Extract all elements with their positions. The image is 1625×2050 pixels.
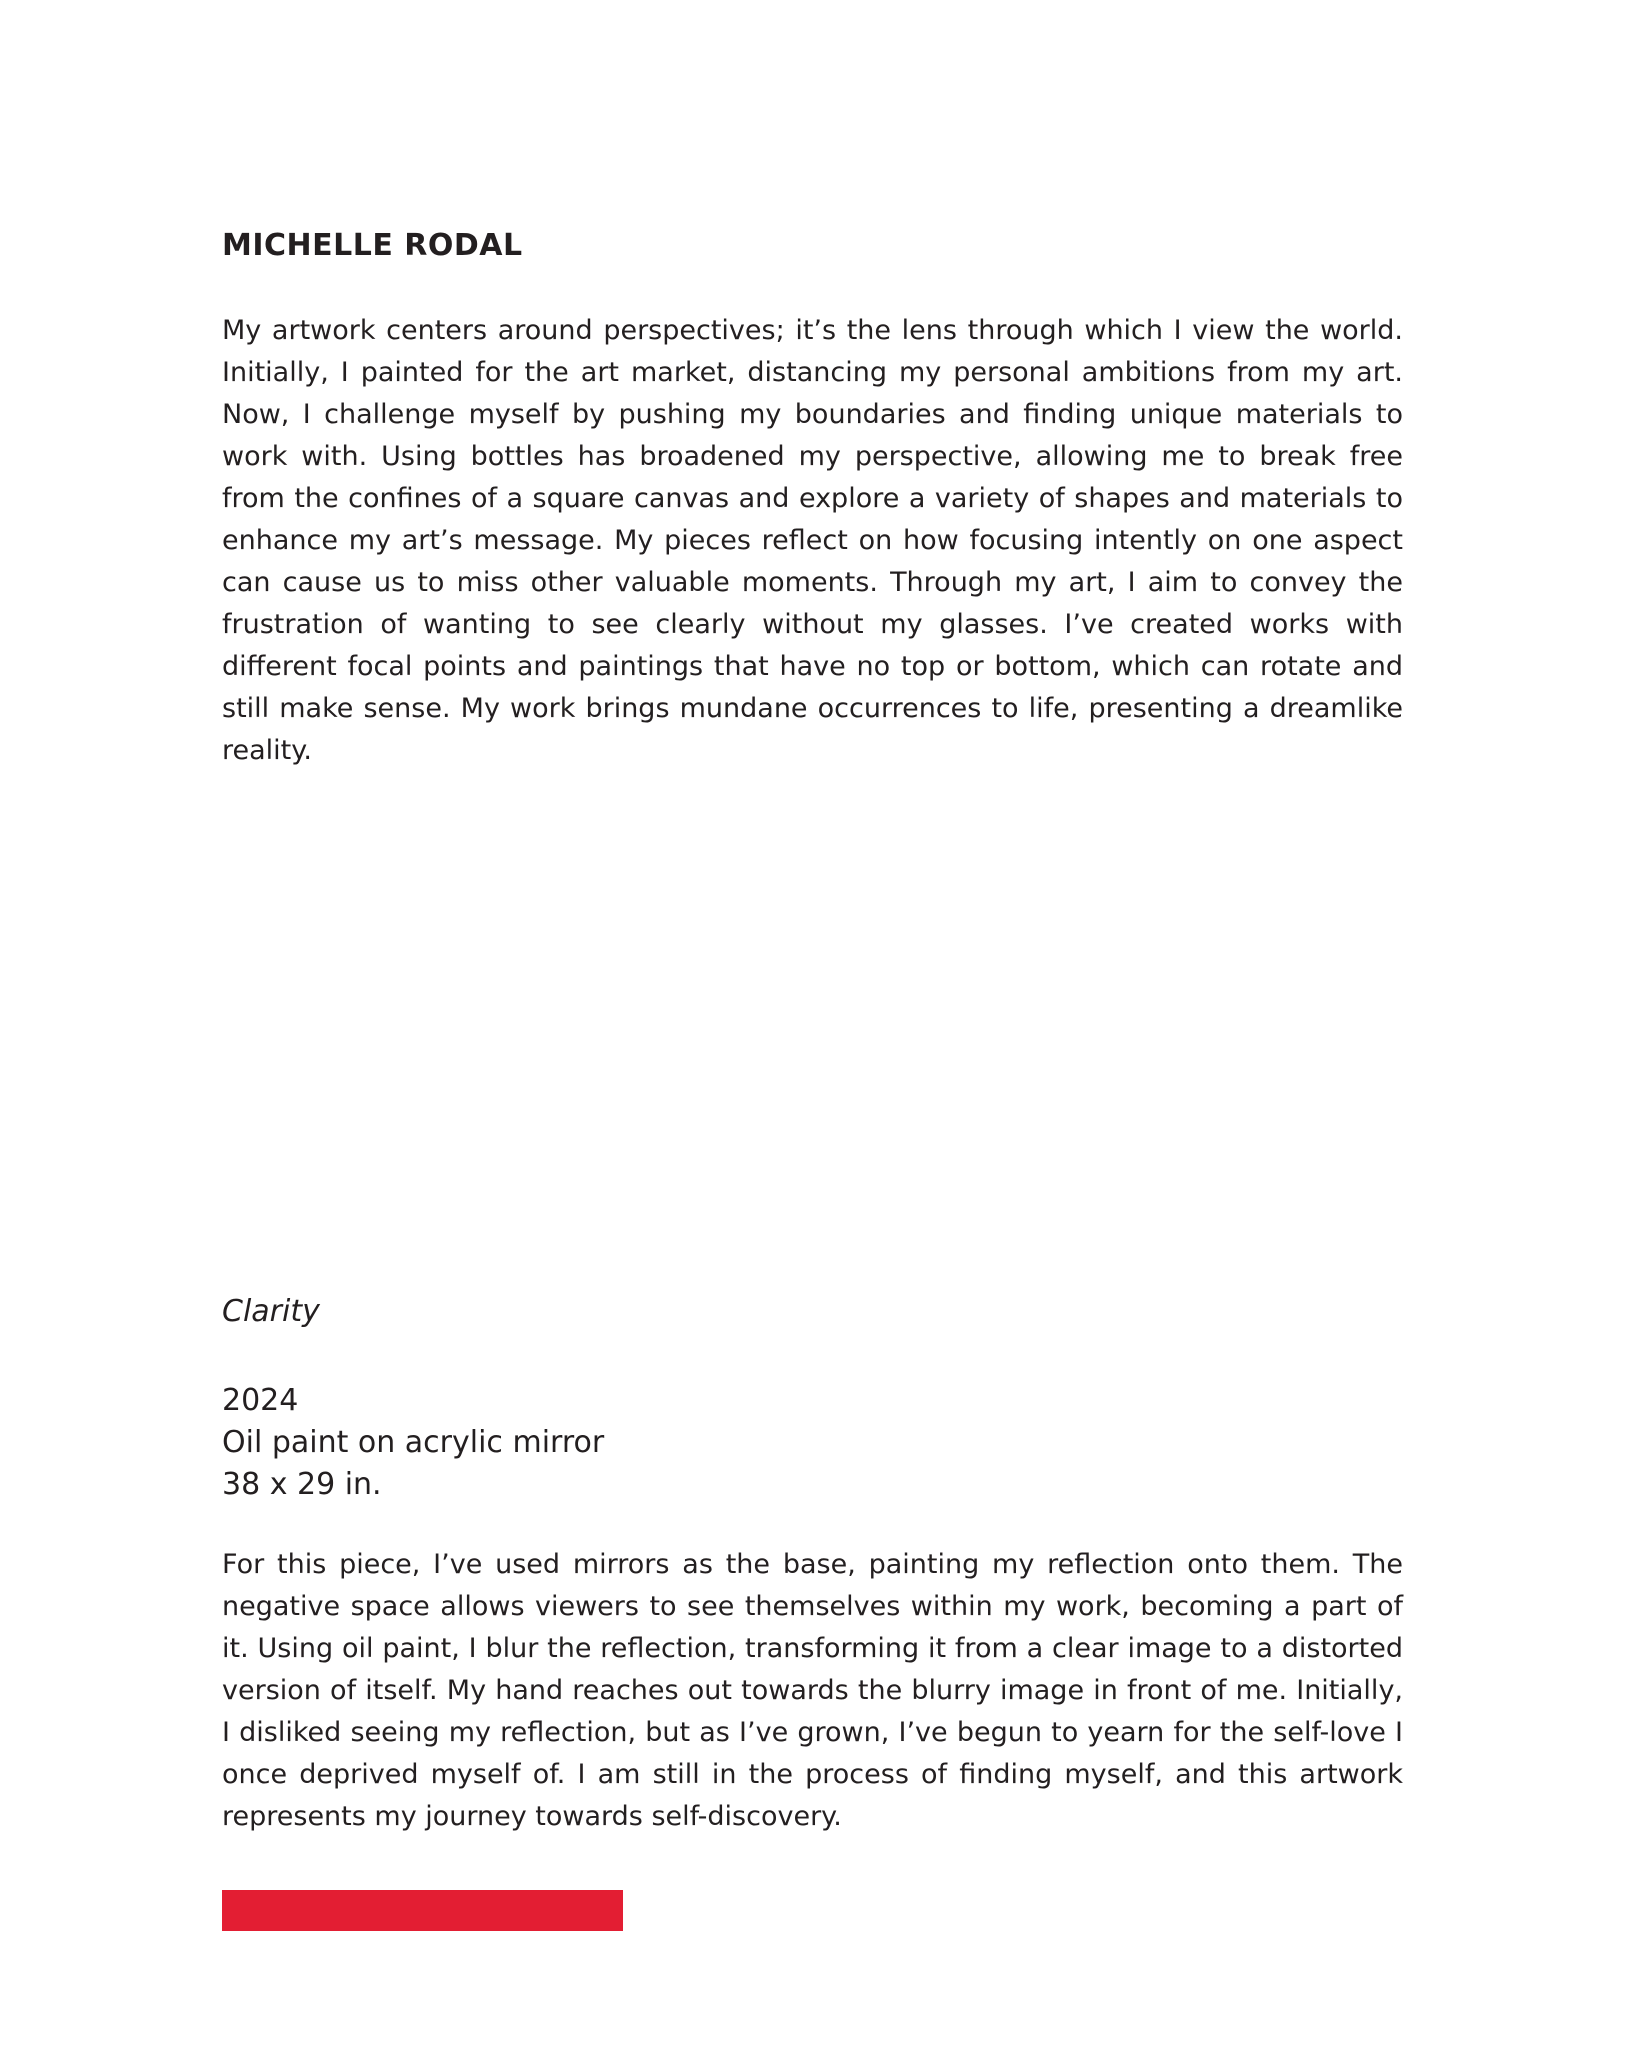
artwork-description: For this piece, I’ve used mirrors as the base, painting my reflection onto them. The negative space allows viewers to see themselves within my work, becoming a part of it. Using oil paint, I blur the reflection, transforming it from a clear image to a distorted version of itself. My hand reaches out towards the blurry image in front of me. Initially, I disliked seeing my reflection, but as I’ve grown, I’ve begun to yearn for the self-love I once deprived myself of. I am still in the process of finding myself, and this artwork represents my journey towards self-discovery. <box>222 1549 1403 1832</box>
artwork-year: 2024 <box>222 1383 299 1418</box>
artwork-title: Clarity <box>222 1294 320 1329</box>
artist-statement: My artwork centers around perspectives; it’s the lens through which I view the world. Initially, I painted for the art market, distancing my personal ambitions from my art. Now, I challenge myself by pushing my boundaries and finding unique materials to work with. Using bottles has broadened my perspective, allowing me to break free from the confines of a square canvas and explore a variety of shapes and materials to enhance my art’s message. My pieces reflect on how focusing intently on one aspect can cause us to miss other valuable moments. Through my art, I aim to convey the frustration of wanting to see clearly without my glasses. I’ve created works with different focal points and paintings that have no top or bottom, which can rotate and still make sense. My work brings mundane occurrences to life, presenting a dreamlike reality. <box>222 315 1403 766</box>
page <box>222 0 1403 2050</box>
artwork-dimensions: 38 x 29 in. <box>222 1467 382 1502</box>
accent-bar <box>222 1890 623 1931</box>
artwork-medium: Oil paint on acrylic mirror <box>222 1425 605 1460</box>
artwork-details <box>222 1380 604 1506</box>
artist-name: MICHELLE RODAL <box>222 228 523 263</box>
